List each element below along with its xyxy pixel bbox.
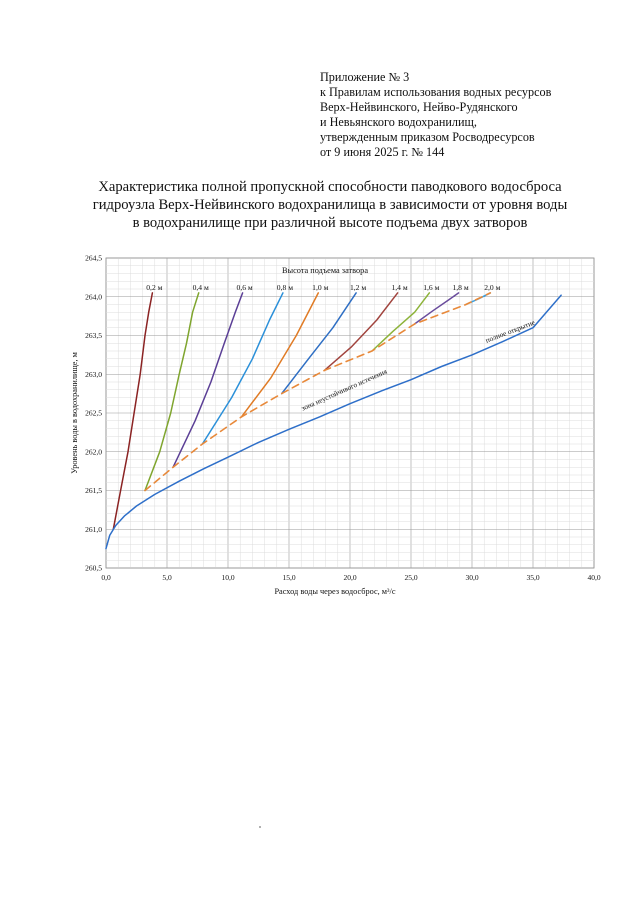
appendix-line-2: к Правилам использования водных ресурсов (320, 85, 552, 99)
grid (106, 258, 594, 568)
x-tick-label: 35,0 (526, 573, 540, 582)
appendix-line-5: утвержденным приказом Росводресурсов (320, 130, 535, 144)
x-tick-label: 30,0 (465, 573, 479, 582)
series-label: 1,4 м (391, 282, 408, 292)
y-tick-label: 262,5 (85, 408, 102, 418)
document-title-line-2: гидроузла Верх-Нейвинского водохранилища в зависимости от уровня воды (92, 197, 568, 213)
appendix-line-3: Верх-Нейвинского, Нейво-Рудянского (320, 100, 518, 114)
document-title-line-3: в водохранилище при различной высоте подъема двух затворов (132, 215, 528, 231)
series-label: 0,4 м (192, 282, 209, 292)
y-tick-label: 263,0 (85, 369, 102, 379)
y-tick-label: 261,0 (85, 524, 102, 534)
chart-title: Высота подъема затвора (281, 266, 369, 275)
y-tick-label: 263,5 (85, 331, 102, 340)
series-label: 0,6 м (236, 282, 253, 292)
appendix-line-6: от 9 июня 2025 г. № 144 (320, 145, 445, 159)
x-tick-label: 25,0 (404, 573, 418, 582)
series-label: 0,8 м (276, 282, 294, 292)
series-label: 1,8 м (452, 282, 469, 292)
series-label: 1,0 м (312, 282, 329, 292)
x-tick-label: 20,0 (343, 573, 357, 582)
document-title-line-1: Характеристика полной пропускной способности паводкового водосброса (98, 179, 562, 195)
unstable-zone-label: зона неустойчивого истечения (300, 367, 389, 413)
x-tick-label: 40,0 (587, 573, 601, 582)
y-tick-label: 262,0 (85, 447, 102, 457)
appendix-line-1: Приложение № 3 (320, 70, 410, 84)
scan-speck (259, 826, 261, 828)
series-label: 0,2 м (146, 282, 163, 292)
y-axis-label: Уровень воды в водохранилище, м (70, 352, 79, 474)
series-label: 1,6 м (423, 282, 440, 292)
appendix-line-4: и Невьянского водохранилищ, (320, 115, 477, 129)
y-tick-label: 260,5 (85, 563, 102, 573)
x-tick-label: 0,0 (101, 573, 111, 582)
x-axis-label: Расход воды через водосброс, м³/с (274, 587, 396, 596)
series-label: 1,2 м (349, 282, 367, 292)
x-tick-label: 15,0 (282, 573, 296, 582)
full-open-label: полное открытие (484, 318, 537, 345)
series-label: 2,0 м (484, 282, 501, 292)
x-tick-label: 5,0 (162, 573, 172, 582)
y-tick-label: 261,5 (85, 486, 102, 495)
x-tick-label: 10,0 (221, 573, 235, 582)
y-tick-label: 264,5 (85, 253, 102, 263)
y-tick-label: 264,0 (85, 292, 102, 302)
